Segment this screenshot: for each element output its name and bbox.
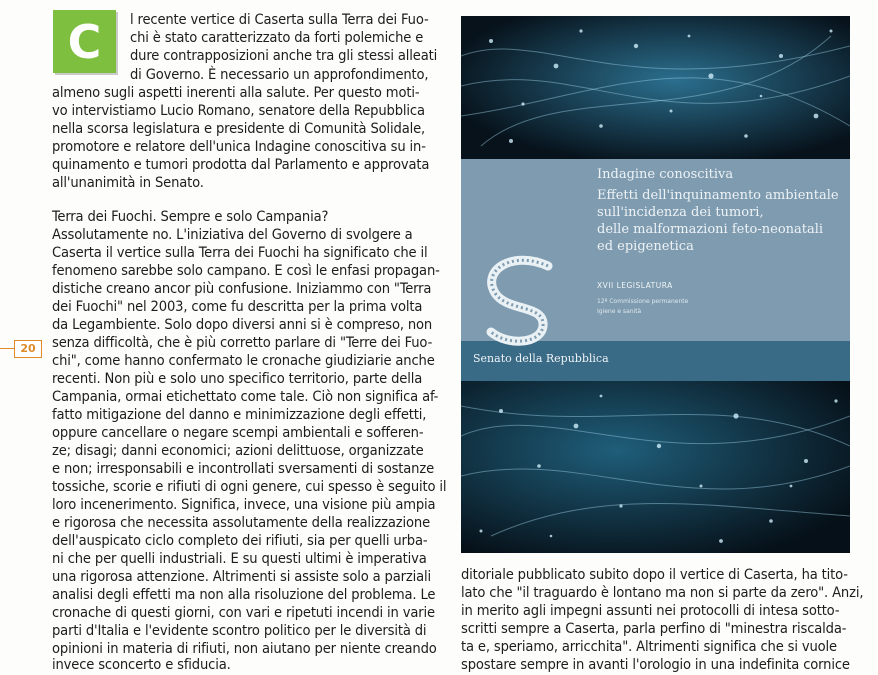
commission-line: 12ª Commissione permanente <box>597 298 689 305</box>
senate-emblem-icon <box>473 248 573 348</box>
page-number: 20 <box>14 340 42 358</box>
text-line: dure contrapposizioni anche tra gli stessi alleati <box>130 47 438 64</box>
text-line: nella scorsa legislatura e presidente di Comunità Solidale, <box>52 120 426 137</box>
legislature-label: XVII LEGISLATURA <box>597 281 673 290</box>
text-line: distiche creano ancor più confusione. Iniziammo con "Terra <box>52 280 432 297</box>
text-line: promotore e relatore dell'unica Indagine conoscitiva su in- <box>52 138 426 155</box>
text-line: e non; irresponsabili e incontrollati sversamenti di sostanze <box>52 460 435 477</box>
text-line: chi è stato caratterizzato da forti polemiche e <box>130 29 424 46</box>
text-line: e rigorosa che necessita assolutamente della realizzazione <box>52 514 431 531</box>
text-line: dell'auspicato ciclo completo dei rifiuti, sia per quelli urba- <box>52 532 428 549</box>
text-line: tossiche, scorie e rifiuti di ogni genere, cui spesso è seguito il <box>52 478 447 495</box>
text-line: dei Fuochi" nel 2003, come fu descritta per la prima volta <box>52 298 423 315</box>
text-line: scritti sempre a Caserta, parla perfino di "minestra riscalda- <box>461 620 847 637</box>
text-line: Campania, ormai etichettato come tale. Ciò non significa af- <box>52 388 439 405</box>
commission-line: Igiene e sanità <box>597 308 642 315</box>
text-line: cronache di questi giorni, con vari e ripetuti incendi in varie <box>52 604 435 621</box>
text-line: quinamento e tumori prodotta dal Parlamento e approvata <box>52 156 430 173</box>
text-line: fenomeno sarebbe solo campano. E così le enfasi propagan- <box>52 262 440 279</box>
cover-subtitle-line: Effetti dell'inquinamento ambientale <box>597 188 839 203</box>
text-line: l recente vertice di Caserta sulla Terra dei Fuo- <box>130 11 429 28</box>
report-cover-image <box>461 16 850 553</box>
page-number-rule <box>0 348 14 349</box>
text-line: parti d'Italia e l'evidente scontro politico per le diversità di <box>52 622 427 639</box>
text-line: vo intervistiamo Lucio Romano, senatore della Repubblica <box>52 102 425 119</box>
text-line: una rigorosa attenzione. Altrimenti si assiste solo a parziali <box>52 568 432 585</box>
text-line: fatto mitigazione del danno e minimizzazione degli effetti, <box>52 406 427 423</box>
text-line: analisi degli effetti ma non alla risoluzione del problema. Le <box>52 586 436 603</box>
cover-title: Indagine conoscitiva <box>597 167 734 182</box>
text-line: ni che per quelli industriali. E su questi ultimi è imperativa <box>52 550 427 567</box>
text-line: ditoriale pubblicato subito dopo il vertice di Caserta, ha tito- <box>461 566 848 583</box>
text-line: in merito agli impegni assunti nei protocolli di intesa sotto- <box>461 602 840 619</box>
cover-subtitle-line: delle malformazioni feto-neonatali <box>597 222 824 237</box>
text-line: Assolutamente no. L'iniziativa del Governo di svolgere a <box>52 226 413 243</box>
text-line: invece sconcerto e sfiducia. <box>52 656 231 673</box>
text-line: almeno sugli aspetti inerenti alla salute. Per questo moti- <box>52 84 420 101</box>
publisher-label: Senato della Repubblica <box>473 352 609 365</box>
text-line: da Legambiente. Solo dopo diversi anni si è compreso, non <box>52 316 433 333</box>
text-line: ta e, speriamo, arricchita". Altrimenti significa che si vuole <box>461 638 837 655</box>
cover-subtitle-line: sull'incidenza dei tumori, <box>597 205 764 220</box>
drop-cap: C <box>53 10 116 73</box>
text-line: chi", come hanno confermato le cronache giudiziarie anche <box>52 352 435 369</box>
text-line: lato che "il traguardo è lontano ma non si parte da zero". Anzi, <box>461 584 864 601</box>
text-line: oppure cancellare o negare scempi ambientali e sofferen- <box>52 424 424 441</box>
text-line: spostare sempre in avanti l'orologio in una indefinita cornice <box>461 656 850 673</box>
text-line: all'unanimità in Senato. <box>52 174 204 191</box>
text-line: senza difficoltà, che è più corretto parlare di "Terre dei Fuo- <box>52 334 433 351</box>
text-line: di Governo. È necessario un approfondimento, <box>130 66 429 83</box>
cover-subtitle-line: ed epigenetica <box>597 239 694 254</box>
section-heading: Terra dei Fuochi. Sempre e solo Campania? <box>52 208 329 225</box>
text-line: Caserta il vertice sulla Terra dei Fuochi ha significato che il <box>52 244 428 261</box>
text-line: loro incenerimento. Significa, invece, una visione più ampia <box>52 496 436 513</box>
text-line: opinioni in materia di rifiuti, non aiutano per niente creando <box>52 640 437 657</box>
text-line: recenti. Non più e solo uno specifico territorio, parte della <box>52 370 423 387</box>
text-line: ze; disagi; danni economici; azioni delittuose, organizzate <box>52 442 424 459</box>
